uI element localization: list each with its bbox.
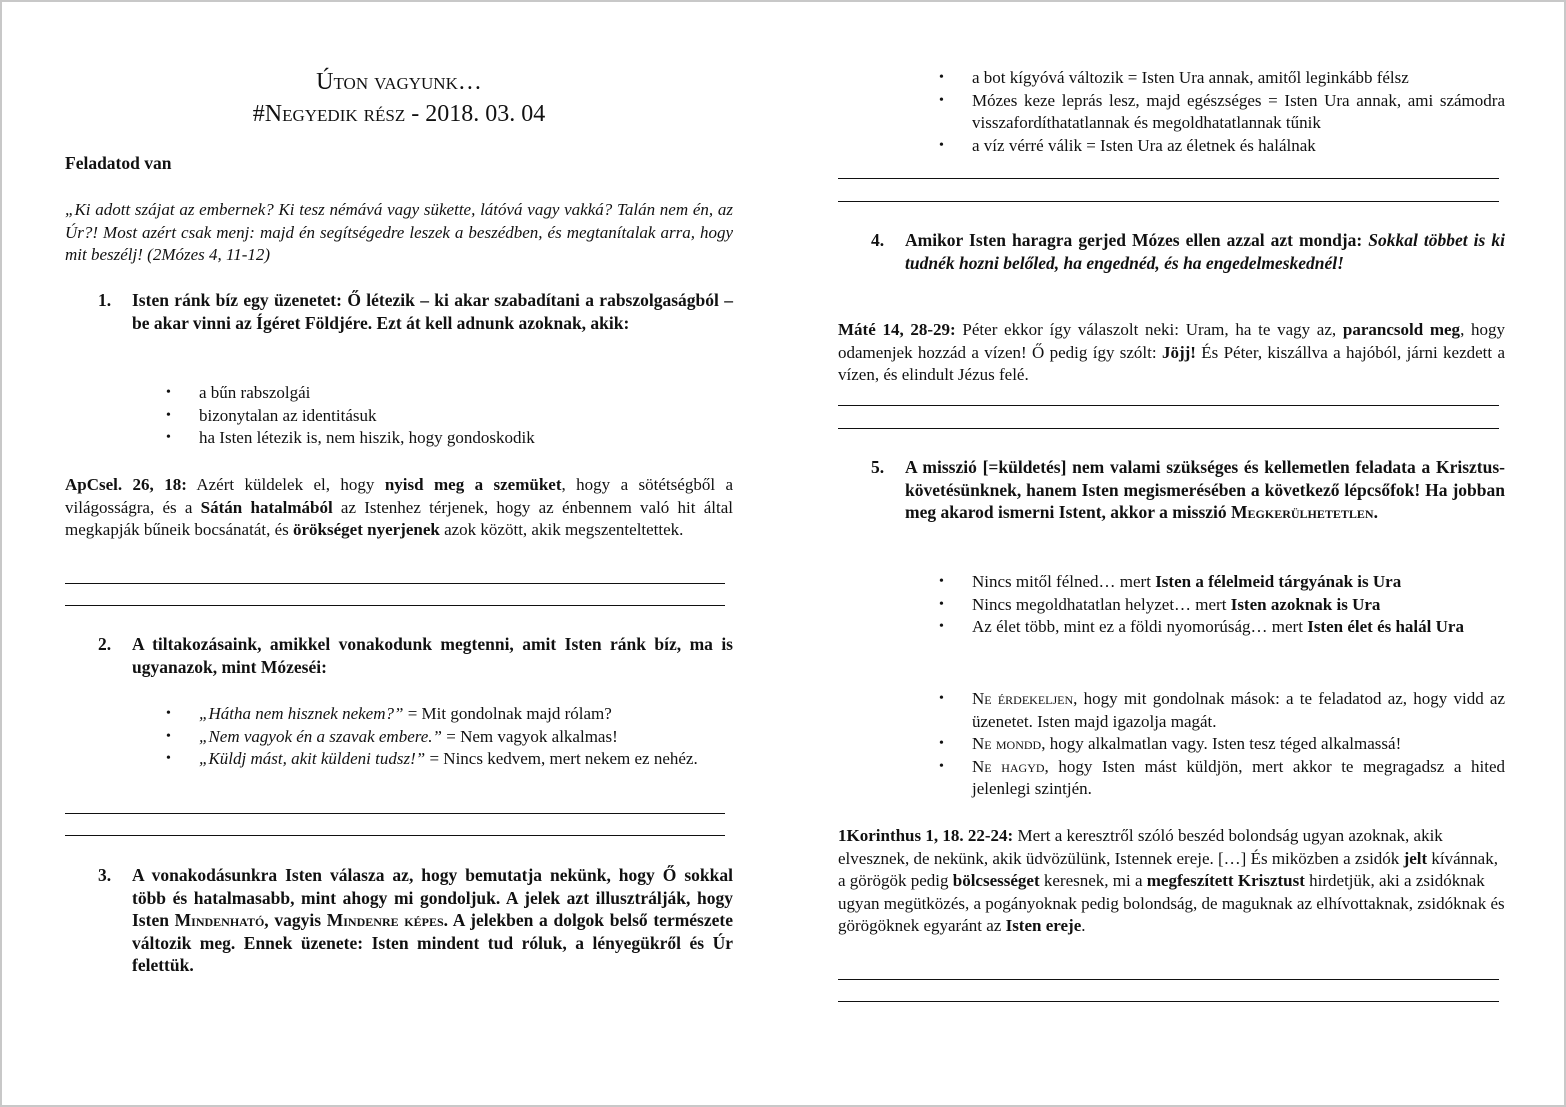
list-item: • Nincs mitől félned… mert Isten a félelmeid tárgyának is Ura xyxy=(838,571,1505,594)
writing-line xyxy=(838,979,1499,980)
writing-line xyxy=(838,178,1499,179)
section-1-bullets xyxy=(65,382,733,450)
section-number: 2. xyxy=(98,634,112,654)
list-item: • „Hátha nem hisznek nekem?” = Mit gondolnak majd rólam? xyxy=(65,703,733,726)
list-item: • a bűn rabszolgái xyxy=(65,382,733,405)
list-item: • Ne mondd, hogy alkalmatlan vagy. Isten tesz téged alkalmassá! xyxy=(838,733,1505,756)
section-number: 1. xyxy=(98,290,112,310)
writing-line xyxy=(838,428,1499,429)
list-item: • Mózes keze leprás lesz, majd egészséges = Isten Ura annak, ami számodra visszafordíthatatlannak és megoldhatatlannak tűnik xyxy=(939,90,1505,132)
list-item: • „Küldj mást, akit küldeni tudsz!” = Nincs kedvem, mert nekem ez nehéz. xyxy=(65,748,733,771)
bullet-icon: • xyxy=(939,736,944,751)
verse-mate: Máté 14, 28-29: Péter ekkor így válaszolt neki: Uram, ha te vagy az, parancsold meg, hogy odamenjek hozzád a vízen! Ő pedig így szólt: Jöjj! És Péter, kiszállva a hajóból, járni kezdett a vízen, és elindult Jézus felé. xyxy=(838,320,1506,384)
bullet-icon: • xyxy=(939,574,944,589)
section-text: Isten ránk bíz egy üzenetet: Ő létezik – ki akar szabadítani a rabszolgaságból – be akar vinni az Ígéret Földjére. Ezt át kell adnunk azoknak, akik: xyxy=(132,290,733,333)
writing-line xyxy=(65,835,725,836)
section-4-heading xyxy=(838,229,1505,274)
section-2-heading xyxy=(65,633,733,678)
writing-line xyxy=(838,1001,1499,1002)
verse-ref: Máté 14, 28-29: xyxy=(838,320,956,339)
section-number: 4. xyxy=(871,230,885,250)
bullet-icon: • xyxy=(939,70,944,85)
section-1-heading xyxy=(65,289,733,334)
section-text: A vonakodásunkra Isten válasza az, hogy bemutatja nekünk, hogy Ő sokkal több és hatalmasabb, mint ahogy mi gondoljuk. A jelek azt illusztrálják, hogy Isten Mindenható, vagyis Mindenre képes. A jelekben a dolgok belső természete változik meg. Ennek üzenete: Isten mindent tud róluk, a lényegükről és Úr felettük. xyxy=(132,865,733,975)
list-item: • a bot kígyóvá változik = Isten Ura annak, amitől leginkább félsz xyxy=(838,67,1505,90)
section-3-heading xyxy=(65,864,733,977)
title-line-2: #Negyedik rész - 2018. 03. 04 xyxy=(252,101,546,127)
bullet-icon: • xyxy=(166,728,171,744)
verse-ref: ApCsel. 26, 18: xyxy=(65,475,187,494)
list-item: • Nincs megoldhatatlan helyzet… mert Isten azoknak is Ura xyxy=(838,594,1505,617)
section-5-bullets-b xyxy=(838,688,1505,801)
section-text: A misszió [=küldetés] nem valami szükséges és kellemetlen feladata a Krisztus-követésünknek, hanem Isten megismerésében a következő lépcsőfok! Ha jobban meg akarod ismerni Istent, akkor a misszió Megkerülhetetlen. xyxy=(905,457,1505,522)
bullet-icon: • xyxy=(939,92,944,108)
bullet-icon: • xyxy=(939,596,944,612)
list-item: • Az élet több, mint ez a földi nyomorúság… mert Isten élet és halál Ura xyxy=(838,616,1505,639)
list-item: • Ne hagyd, hogy Isten mást küldjön, mert akkor te megragadsz a hited jelenlegi szintjén. xyxy=(939,756,1506,798)
section-text: Amikor Isten haragra gerjed Mózes ellen azzal azt mondja: Sokkal többet is ki tudnék hozni belőled, ha engednéd, és ha engedelmeskednél! xyxy=(905,230,1505,273)
list-item: • ha Isten létezik is, nem hiszik, hogy gondoskodik xyxy=(65,427,733,450)
section-number: 3. xyxy=(98,865,112,885)
title-line-1: Úton vagyunk… xyxy=(316,69,482,95)
section-3-bullets xyxy=(838,67,1505,157)
verse-ref: 1Korinthus 1, 18. 22-24: xyxy=(838,826,1014,845)
list-item: • „Nem vagyok én a szavak embere.” = Nem vagyok alkalmas! xyxy=(65,726,733,749)
verse-korinthus: 1Korinthus 1, 18. 22-24: Mert a keresztről szóló beszéd bolondság ugyan azoknak, akik elvesznek, de nekünk, akik üdvözülünk, Istennek ereje. […] És miközben a zsidók jelt kívánnak, a görögök pedig bölcsességet keresnek, mi a megfeszített Krisztust hirdetjük, aki a zsidóknak ugyan megütközés, a pogányoknak pedig bolondság, de maguknak az elhívottaknak, zsidóknak és görögöknek egyaránt az Isten ereje. xyxy=(838,826,1505,935)
section-2-bullets xyxy=(65,703,733,771)
bullet-icon: • xyxy=(166,706,171,721)
writing-line xyxy=(65,605,725,606)
bullet-icon: • xyxy=(939,758,944,774)
bullet-icon: • xyxy=(166,430,171,445)
intro-heading: Feladatod van xyxy=(65,153,172,173)
list-item: • bizonytalan az identitásuk xyxy=(65,405,733,428)
verse-apcsel: ApCsel. 26, 18: Azért küldelek el, hogy nyisd meg a szemüket, hogy a sötétségből a világosságra, és a Sátán hatalmából az Istenhez térjenek, hogy az énbennem való hit által megkapják bűneik bocsánatát, és örökséget nyerjenek azok között, akik megszenteltettek. xyxy=(65,475,734,539)
bullet-icon: • xyxy=(939,691,944,706)
bullet-icon: • xyxy=(939,619,944,634)
bullet-icon: • xyxy=(939,137,944,153)
bullet-icon: • xyxy=(166,385,171,400)
list-item: • Ne érdekeljen, hogy mit gondolnak mások: a te feladatod az, hogy vidd az üzenetet. Isten majd igazolja magát. xyxy=(939,689,1505,731)
writing-line xyxy=(838,201,1499,202)
bullet-icon: • xyxy=(166,407,171,423)
bullet-icon: • xyxy=(166,751,171,766)
writing-line xyxy=(65,813,725,814)
section-5-bullets-a xyxy=(838,571,1505,639)
writing-line xyxy=(65,583,725,584)
page-title xyxy=(65,66,733,130)
section-number: 5. xyxy=(871,457,885,477)
intro-quote: „Ki adott szájat az embernek? Ki tesz némává vagy sükette, látóvá vagy vakká? Talán nem én, az Úr?! Most azért csak menj: majd én segítségedre leszek a beszédben, és megtanítalak arra, hogy mit beszélj! (2Mózes 4, 11-12) xyxy=(65,200,733,264)
list-item: • a víz vérré válik = Isten Ura az életnek és halálnak xyxy=(838,135,1505,158)
section-5-heading xyxy=(838,456,1505,524)
section-text: A tiltakozásaink, amikkel vonakodunk megtenni, amit Isten ránk bíz, ma is ugyanazok, mint Mózeséi: xyxy=(132,634,733,677)
writing-line xyxy=(838,405,1499,406)
